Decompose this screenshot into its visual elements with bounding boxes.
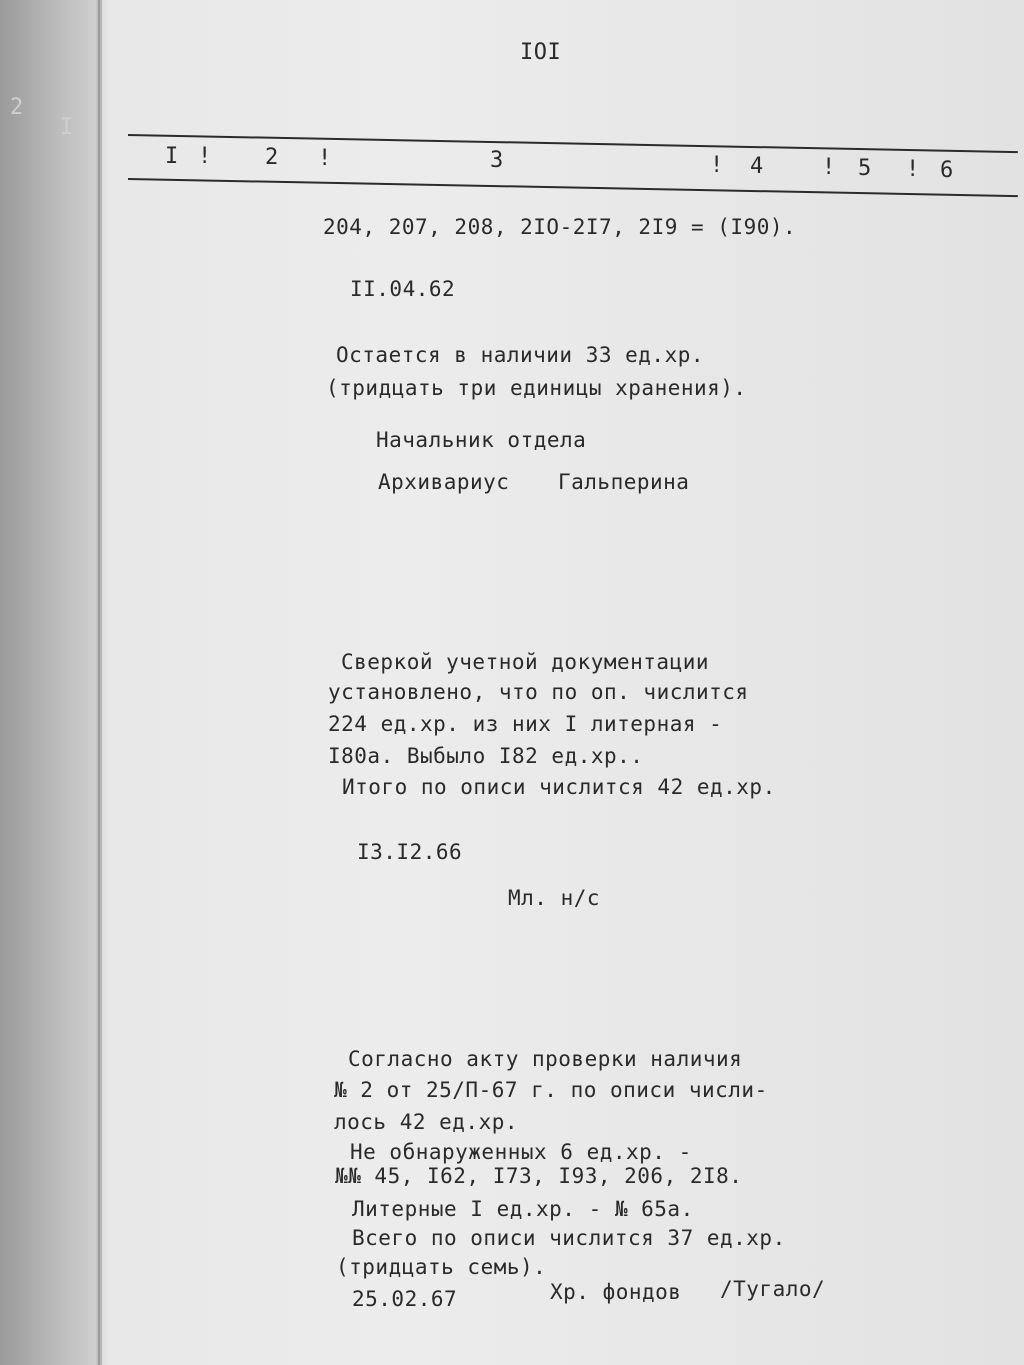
column-separator: ! bbox=[198, 144, 212, 169]
inspection-line-3: лось 42 ед.хр. bbox=[334, 1110, 519, 1134]
column-header-6: 6 bbox=[940, 158, 954, 183]
missing-items-numbers: №№ 45, I62, I73, I93, 206, 2I8. bbox=[335, 1164, 743, 1188]
junior-researcher-title: Мл. н/с bbox=[508, 886, 601, 910]
missing-items-line: Не обнаруженных 6 ед.хр. - bbox=[350, 1140, 692, 1164]
column-header-3: 3 bbox=[490, 148, 504, 173]
column-header-4: 4 bbox=[750, 154, 764, 179]
page-fold bbox=[98, 0, 102, 1365]
column-header-2: 2 bbox=[265, 145, 279, 170]
column-separator: ! bbox=[318, 146, 332, 171]
inventory-total-words: (тридцать семь). bbox=[336, 1255, 547, 1279]
left-page-edge bbox=[0, 0, 100, 1365]
fund-keeper-title: Хр. фондов bbox=[550, 1280, 682, 1304]
department-head-title: Начальник отдела bbox=[376, 428, 587, 452]
verification-line-4: I80а. Выбыло I82 ед.хр.. bbox=[328, 744, 644, 768]
verification-line-3: 224 ед.хр. из них I литерная - bbox=[328, 712, 723, 736]
bleed-through-mark: I bbox=[60, 115, 74, 140]
column-header-1: I bbox=[165, 144, 179, 169]
inventory-total-line: Всего по описи числится 37 ед.хр. bbox=[352, 1226, 786, 1250]
column-separator: ! bbox=[710, 153, 724, 178]
inspection-line-2: № 2 от 25/П-67 г. по описи числи- bbox=[334, 1078, 768, 1102]
remaining-count-words: (тридцать три единицы хранения). bbox=[326, 376, 747, 400]
inspection-date: 25.02.67 bbox=[352, 1287, 458, 1311]
entry-date: II.04.62 bbox=[350, 277, 456, 301]
verification-date: I3.I2.66 bbox=[357, 840, 463, 864]
item-numbers-line: 204, 207, 208, 2IO-2I7, 2I9 = (I90). bbox=[323, 215, 797, 239]
fund-keeper-name: /Тугало/ bbox=[720, 1277, 826, 1301]
column-separator: ! bbox=[906, 157, 920, 182]
verification-total: Итого по описи числится 42 ед.хр. bbox=[342, 775, 776, 799]
column-separator: ! bbox=[822, 155, 836, 180]
archivist-title: Архивариус bbox=[378, 470, 510, 494]
archivist-name: Гальперина bbox=[558, 470, 690, 494]
literal-items-line: Литерные I ед.хр. - № 65а. bbox=[352, 1197, 694, 1221]
verification-line-1: Сверкой учетной документации bbox=[341, 650, 710, 674]
remaining-count: Остается в наличии 33 ед.хр. bbox=[336, 343, 705, 367]
bleed-through-mark: 2 bbox=[10, 95, 24, 120]
column-header-5: 5 bbox=[858, 156, 872, 181]
inspection-line-1: Согласно акту проверки наличия bbox=[348, 1047, 743, 1071]
verification-line-2: установлено, что по оп. числится bbox=[328, 680, 749, 704]
page-number: IOI bbox=[520, 40, 562, 65]
